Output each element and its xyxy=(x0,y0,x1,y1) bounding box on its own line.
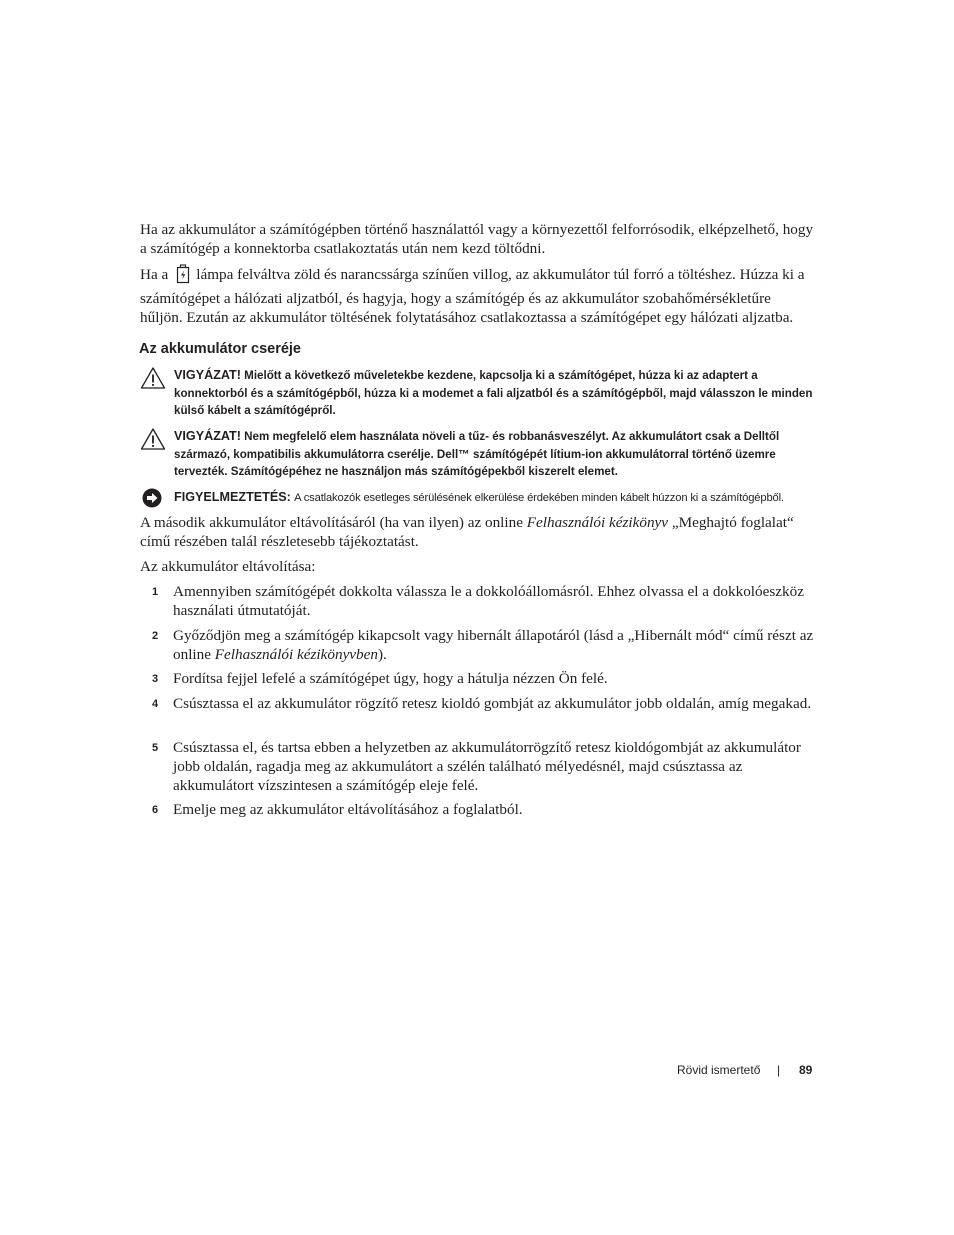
manual-title: Felhasználói kézikönyv xyxy=(526,514,669,531)
warning-triangle-icon xyxy=(140,427,166,451)
step-text-part: Győződjön meg a számítógép kikapcsolt vagy hibernált állapotáról (lásd a „Hibernált mód“ című részt az online xyxy=(173,627,814,663)
warning-triangle-icon xyxy=(140,366,166,390)
battery-status-light-icon xyxy=(174,264,192,289)
notice-label: FIGYELMEZTETÉS: xyxy=(174,490,291,504)
caution-label: VIGYÁZAT! xyxy=(174,429,241,443)
removal-intro: Az akkumulátor eltávolítása: xyxy=(140,558,316,575)
step-text xyxy=(173,626,818,664)
step-number: 4 xyxy=(152,698,159,710)
step-text-end: ). xyxy=(377,646,387,663)
intro-paragraph-2-suffix: lámpa felváltva zöld és narancssárga színűen villog, az akkumulátor túl forró a töltéshez. Húzza ki a számítógépet a hálózati aljzatból, és hagyja, hogy a számítógép és az akkumulátor szobahőmérsékletűre hűljön. Ezután az akkumulátor töltésének folytatásához csatlakoztassa a számítógépet egy hálózati aljzatba. xyxy=(140,266,805,326)
manual-title: Felhasználói kézikönyvben xyxy=(214,646,378,663)
step-number: 2 xyxy=(152,630,159,642)
step-text: Amennyiben számítógépét dokkolta válassza le a dokkolóállomásról. Ehhez olvassa el a dokkolóeszköz használati útmutatóját. xyxy=(173,583,804,619)
step-text: Csúsztassa el az akkumulátor rögzítő retesz kioldó gombját az akkumulátor jobb oldalán, amíg megakad. xyxy=(173,695,812,712)
caution-text: Nem megfelelő elem használata növeli a tűz- és robbanásveszélyt. Az akkumulátort csak a Delltől származó, kompatibilis akkumulátorra cserélje. Dell™ számítógépét lítium-ion akkumulátorral történő üzemre tervezték. Számítógépéhez ne használjon más számítógépekből kiszerelt elemet. xyxy=(174,430,780,478)
notice-arrow-icon xyxy=(140,488,166,512)
caution-label: VIGYÁZAT! xyxy=(174,368,241,382)
step-text: Emelje meg az akkumulátor eltávolításához a foglalatból. xyxy=(173,801,523,818)
footer-separator: | xyxy=(777,1063,781,1077)
intro-paragraph-2 xyxy=(140,264,816,327)
second-battery-text: A második akkumulátor eltávolításáról (ha van ilyen) az online xyxy=(140,514,527,531)
step-number: 6 xyxy=(152,804,159,816)
intro-paragraph-2-prefix: Ha a xyxy=(140,266,169,283)
step-text: Csúsztassa el, és tartsa ebben a helyzetben az akkumulátorrögzítő retesz kioldógombját az akkumulátor jobb oldalán, ragadja meg az akkumulátort a szélén található mélyedésnél, majd csúsztassa az akkumulátort vízszintesen a számítógép eleje felé. xyxy=(173,739,801,794)
step-text: Fordítsa fejjel lefelé a számítógépet úgy, hogy a hátulja nézzen Ön felé. xyxy=(173,670,608,687)
second-battery-paragraph xyxy=(140,513,816,551)
page-number: 89 xyxy=(799,1063,813,1077)
caution-text: Mielőtt a következő műveletekbe kezdene, kapcsolja ki a számítógépet, húzza ki az adaptert a konnektorból és a számítógépből, húzza ki a modemet a fali aljzatból és a számítógépből, majd válasszon le minden külső kábelt a számítógépről. xyxy=(174,369,813,417)
step-number: 5 xyxy=(152,742,159,754)
intro-paragraph-1: Ha az akkumulátor a számítógépben történő használattól vagy a környezettől felforrósodik, elképzelhető, hogy a számítógép a konnektorba csatlakoztatás után nem kezd töltődni. xyxy=(140,221,814,257)
second-battery-text-end: „Meghajtó foglalat“ című részében talál részletesebb tájékoztatást. xyxy=(140,514,794,550)
section-heading: Az akkumulátor cseréje xyxy=(139,341,301,357)
notice-text: A csatlakozók esetleges sérülésének elkerülése érdekében minden kábelt húzzon ki a számítógépből. xyxy=(294,492,784,504)
step-number: 1 xyxy=(152,586,159,598)
step-number: 3 xyxy=(152,673,159,685)
footer-section-title: Rövid ismertető xyxy=(677,1063,761,1077)
